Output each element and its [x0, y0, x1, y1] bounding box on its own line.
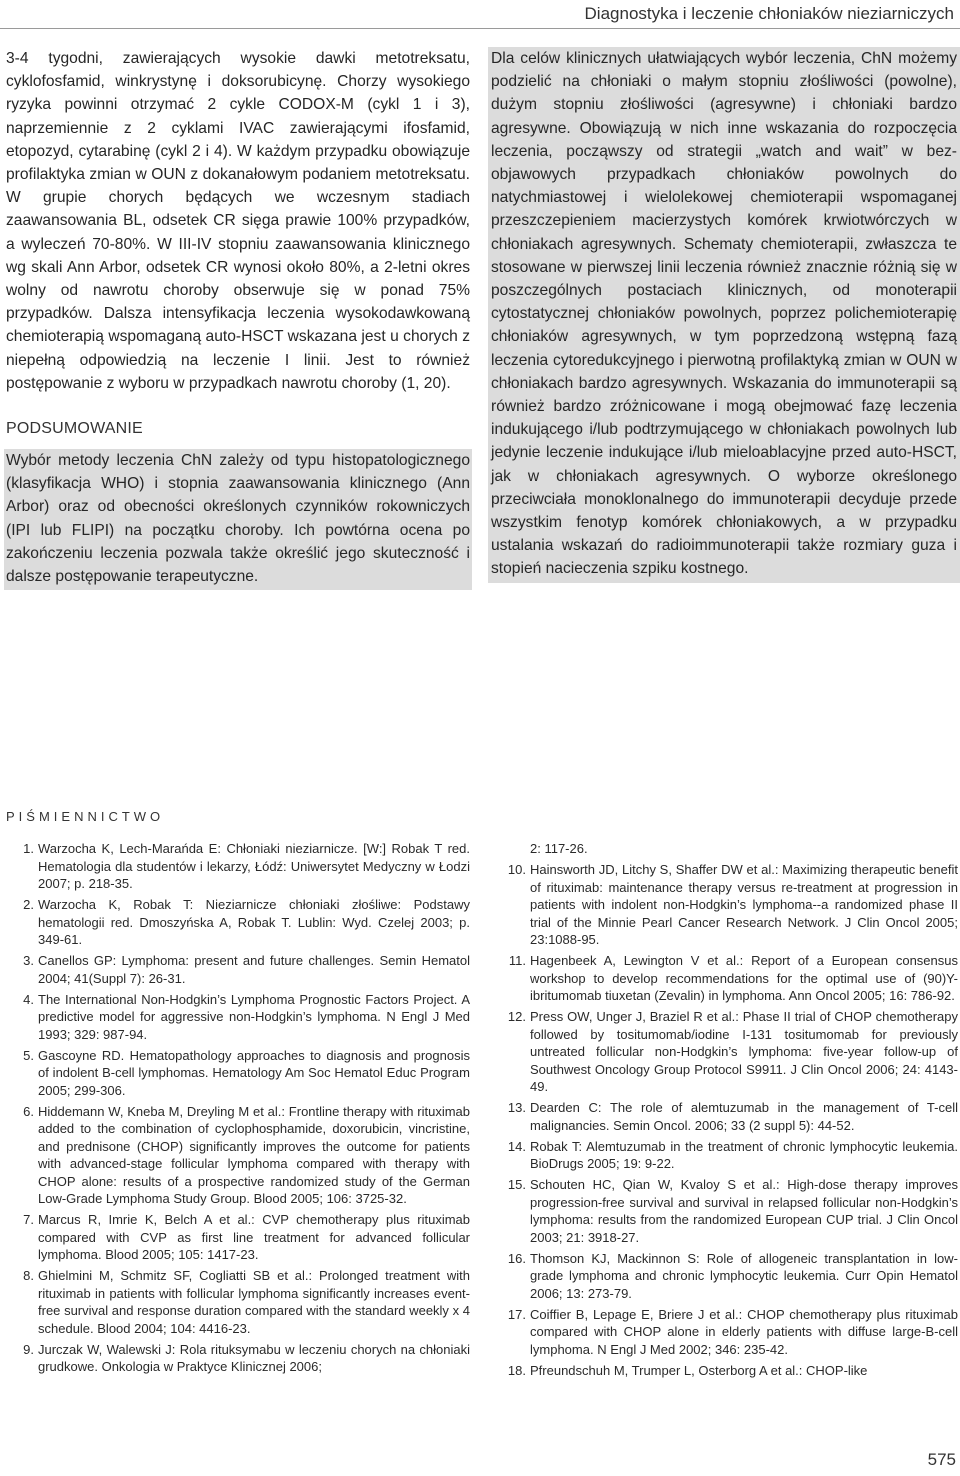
- reference-item: [498, 1099, 958, 1134]
- reference-number: 10.: [507, 862, 526, 877]
- references-list-right: [498, 840, 958, 1383]
- reference-item: [6, 840, 470, 893]
- reference-item: [6, 1047, 470, 1100]
- right-body-text: Dla celów klinicznych ułatwiających wybór leczenia, ChN możemy podzielić na chłoniaki o małym stopniu złośliwości (powolne), dużym stopniu złośliwości (agresywne) i chłoniaki bardzo agresywne. Obowiązują w nich inne wskazania do rozpoczęcia leczenia, począwszy od strategii „watch and wait” w bezobjawowych przypadkach chłoniaków powolnych do natychmiastowej i wielolekowej chemioterapii wspomaganej przeszczepieniem macierzystych komórek krwiotwórczych w chłoniakach agresywnych. Schematy chemioterapii, zwłaszcza te stosowane w pierwszej linii leczenia również znacznie różnią się w poszczególnych postaciach klinicznych, od monoterapii cytostatycznej chłoniaków powolnych, poprzez polichemioterapię chłoniaków agresywnych, w tym poprzedzoną wstępną fazą leczenia cytoredukcyjnego i pierwotną profilaktyką zmian w OUN w chłoniakach bardzo agresywnych. Wskazania do immunoterapii są również bardzo zróżnicowane i mogą obejmować fazę leczenia indukującego i/lub podtrzymującego w chłoniakach powolnych lub jedynie leczenie indukujące i/lub mieloablacyjne przed auto-HSCT, jak w chłoniakach agresywnych. O wyborze określonego przeciwciała monoklonalnego do immunoterapii decyduje przede wszystkim fenotyp komórek chłoniakowych, a w przypadku ustalania wskazań do radioimmunoterapii także rozmiary guza i stopień nacieczenia szpiku kostnego.: [491, 50, 957, 578]
- reference-item: [6, 1211, 470, 1264]
- reference-number: 4.: [23, 991, 34, 1007]
- reference-item: [498, 1306, 958, 1359]
- reference-number: 5.: [23, 1047, 34, 1063]
- reference-text: Schouten HC, Qian W, Kvaloy S et al.: High-dose therapy improves progression-free survival and survival in relapsed follicular non-Hodgkin’s lymphoma: results from the randomized European CUP trial. J Clin Oncol 2003; 21: 3918-27.: [530, 1177, 958, 1245]
- reference-text: Canellos GP: Lymphoma: present and future challenges. Semin Hematol 2004; 41(Suppl 7): 26-31.: [38, 953, 470, 986]
- reference-text: Robak T: Alemtuzumab in the treatment of chronic lymphocytic leukemia. BioDrugs 2005; 19: 9-22.: [530, 1138, 958, 1171]
- reference-text: Hainsworth JD, Litchy S, Shaffer DW et al.: Maximizing therapeutic benefit of rituximab: maintenance therapy versus re-treatment at progression in patients with indolent non-Hodgkin’s lymphoma--a randomized phase II trial of the Minnie Pearl Cancer Research Network. J Clin Oncol 2005; 23:1088-95.: [530, 862, 958, 947]
- reference-number: 2.: [23, 897, 34, 912]
- references-list-left: [6, 840, 470, 1379]
- reference-number: 14.: [507, 1138, 526, 1154]
- reference-number: 12.: [507, 1009, 526, 1024]
- reference-item: [498, 861, 958, 949]
- left-body-text: 3-4 tygodni, zawierających wysokie dawki metotreksatu, cyklofosfamid, winkrystynę i doksorubicynę. Chorzy wysokiego ryzyka powinni otrzymać 2 cykle CODOX-M (cykl 1 i 3), naprzemiennie z 2 cyklami IVAC zawierającymi ifosfamid, etopozyd, cytarabinę (cykl 2 i 4). W każdym przypadku obowiązuje profilaktyka zmian w OUN z dokanałowym podaniem metotreksatu. W grupie chorych będących we wczesnym stadiach zaawansowania BL, odsetek CR sięga prawie 100% przypadków, a wyleczeń 70-80%. W III-IV stopniu zaawansowania klinicznego wg skali Ann Arbor, odsetek CR wynosi około 80%, a 2-letni okres wolny od nawrotu choroby obserwuje się w ponad 75% przypadków. Dalsza intensyfikacja leczenia wysokodawkowaną chemioterapią wspomaganą auto-HSCT wskazana jest u chorych z niepełną odpowiedzią na leczenie I linii. Jest to również postępowanie z wyboru w przypadkach nawrotu choroby (1, 20).: [6, 50, 470, 392]
- reference-text: Coiffier B, Lepage E, Briere J et al.: CHOP chemotherapy plus rituximab compared with CHOP alone in elderly patients with diffuse large-B-cell lymphoma. N Engl J Med 2002; 346: 235-42.: [530, 1306, 958, 1357]
- summary-box: [4, 449, 472, 590]
- reference-item: [6, 1341, 470, 1376]
- reference-item: [498, 1362, 958, 1380]
- reference-number: 7.: [23, 1212, 34, 1227]
- page-number: 575: [927, 1450, 956, 1469]
- reference-item: [498, 1176, 958, 1246]
- running-title: Diagnostyka i leczenie chłoniaków nieziarniczych: [584, 4, 954, 23]
- reference-continuation: 2: 117-26.: [530, 841, 588, 856]
- reference-text: Jurczak W, Walewski J: Rola rituksymabu w leczeniu chorych na chłoniaki grudkowe. Onkologia w Praktyce Klinicznej 2006;: [38, 1341, 470, 1374]
- reference-text: Press OW, Unger J, Braziel R et al.: Phase II trial of CHOP chemotherapy followed by tositumomab/iodine I-131 tositumomab for previously untreated follicular non-Hodgkin’s lymphoma: five-year follow-up of Southwest Oncology Group Protocol S9911. J Clin Oncol 2006; 24: 4143-49.: [530, 1009, 958, 1094]
- reference-text: Gascoyne RD. Hematopathology approaches to diagnosis and prognosis of indolent B-cell lymphomas. Hematology Am Soc Hematol Educ Program 2005; 299-306.: [38, 1047, 470, 1098]
- reference-number: 6.: [23, 1103, 34, 1119]
- reference-item: [498, 1008, 958, 1096]
- reference-number: 9.: [23, 1341, 34, 1357]
- reference-text: The International Non-Hodgkin’s Lymphoma Prognostic Factors Project. A predictive model for aggressive non-Hodgkin’s lymphoma. N Engl J Med 1993; 329: 987-94.: [38, 991, 470, 1042]
- reference-item: [498, 1250, 958, 1303]
- reference-number: 3.: [23, 953, 34, 968]
- reference-number: 11.: [508, 953, 526, 968]
- reference-item: [498, 1138, 958, 1173]
- reference-text: Pfreundschuh M, Trumper L, Osterborg A et al.: CHOP-like: [530, 1362, 868, 1378]
- reference-number: 18.: [507, 1362, 526, 1378]
- reference-item: [6, 952, 470, 987]
- reference-number: 1.: [23, 841, 34, 856]
- summary-heading: PODSUMOWANIE: [6, 420, 143, 438]
- summary-text: Wybór metody leczenia ChN zależy od typu histopatologicznego (klasyfikacja WHO) i stopnia zaawansowania klinicznego (Ann Arbor) oraz od obecności określonych czynników rokowniczych (IPI lub FLIPI) na początku choroby. Ich powtórna ocena po zakończeniu leczenia pozwala także określić jego skuteczność i dalsze postępowanie terapeutyczne.: [6, 452, 470, 586]
- reference-text: Dearden C: The role of alemtuzumab in the management of T-cell malignancies. Semin Oncol. 2006; 33 (2 suppl 5): 44-52.: [530, 1100, 958, 1133]
- references-heading: PIŚMIENNICTWO: [6, 809, 165, 824]
- reference-number: 13.: [507, 1100, 526, 1115]
- reference-text: Hagenbeek A, Lewington V et al.: Report of a European consensus workshop to develop recommendations for the optimal use of (90)Y-ibritumomab tiuxetan (Zevalin) in lymphoma. Ann Oncol 2005; 16: 786-92.: [530, 953, 958, 1003]
- reference-item: [6, 1267, 470, 1337]
- reference-text: Hiddemann W, Kneba M, Dreyling M et al.: Frontline therapy with rituximab added to the combination of cyclophosphamide, doxorubicin, vincristine, and prednisone (CHOP) significantly improves the outcome for patients with advanced-stage follicular lymphoma compared with therapy with CHOP alone: results of a prospective randomized study of the German Low-Grade Lymphoma Study Group. Blood 2005; 106: 3725-32.: [38, 1103, 470, 1206]
- reference-item: [6, 991, 470, 1044]
- reference-text: Warzocha K, Lech-Marańda E: Chłoniaki nieziarnicze. [W:] Robak T red. Hematologia dla studentów i lekarzy, Łódź: Uniwersytet Medyczny w Łodzi 2007; p. 218-35.: [38, 841, 470, 891]
- running-header: [0, 0, 960, 29]
- reference-number: 15.: [507, 1177, 526, 1192]
- reference-item: [498, 952, 958, 1005]
- reference-number: 17.: [507, 1306, 526, 1322]
- reference-text: Ghielmini M, Schmitz SF, Cogliatti SB et al.: Prolonged treatment with rituximab in patients with follicular lymphoma significantly increases event-free survival and response duration compared with the standard weekly x 4 schedule. Blood 2004; 104: 4416-23.: [38, 1268, 470, 1336]
- left-column: [6, 47, 470, 590]
- reference-text: Thomson KJ, Mackinnon S: Role of allogeneic transplantation in low-grade lymphoma and chronic lymphocytic leukemia. Curr Opin Hematol 2006; 13: 273-79.: [530, 1250, 958, 1301]
- reference-number: 16.: [507, 1250, 526, 1266]
- reference-text: Warzocha K, Robak T: Nieziarnicze chłoniaki złośliwe: Podstawy hematologii red. Dmoszyńska A, Robak T. Lublin: Wyd. Czelej 2003; p. 349-61.: [38, 897, 470, 947]
- right-column-highlight: [488, 47, 960, 583]
- reference-item: [6, 896, 470, 949]
- reference-item: [6, 1103, 470, 1208]
- reference-text: Marcus R, Imrie K, Belch A et al.: CVP chemotherapy plus rituximab compared with CVP as first line treatment for advanced follicular lymphoma. Blood 2005; 105: 1417-23.: [38, 1212, 470, 1262]
- reference-number: 8.: [23, 1268, 34, 1283]
